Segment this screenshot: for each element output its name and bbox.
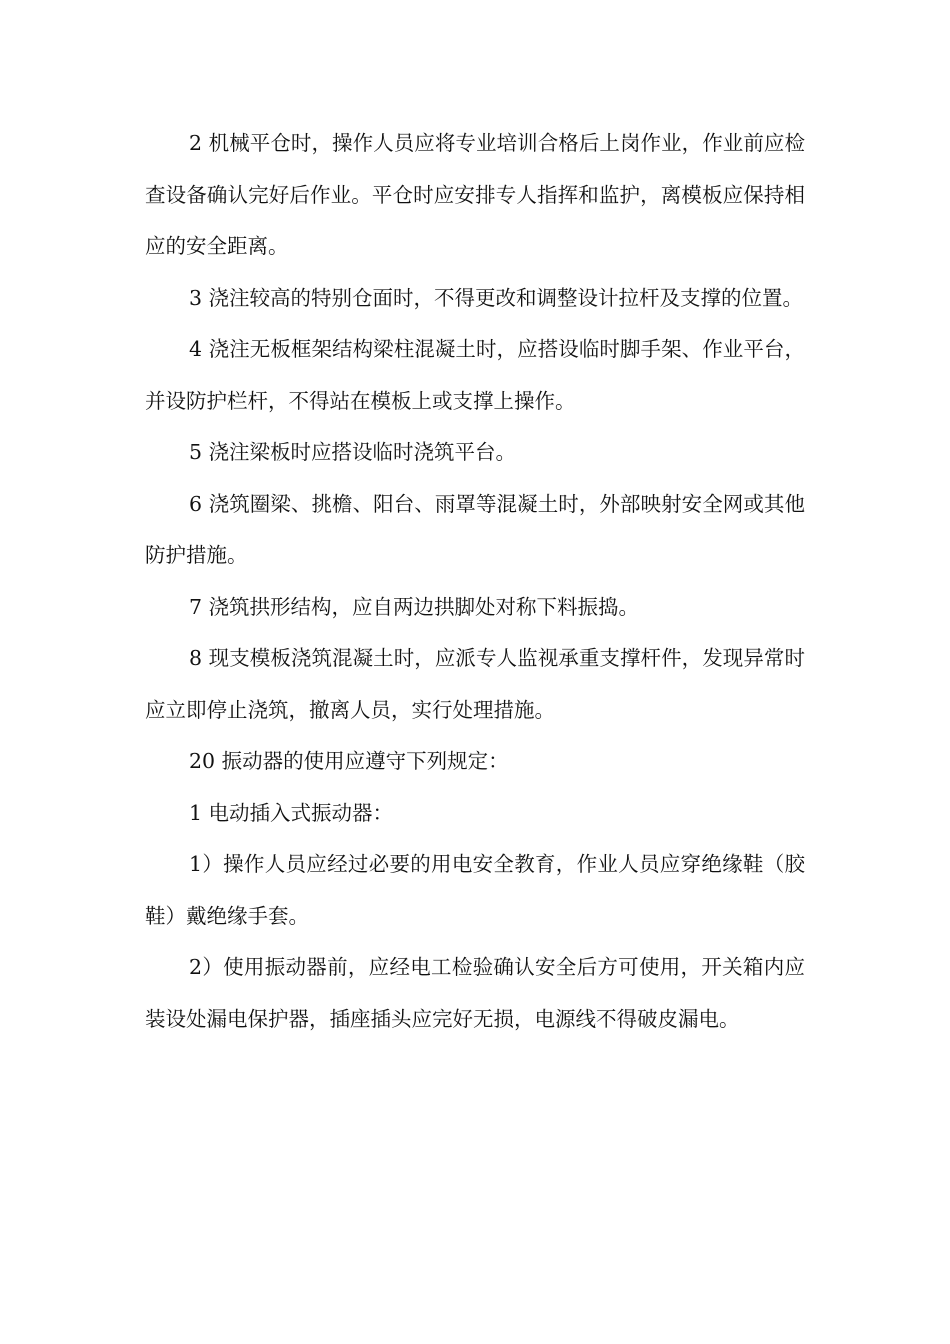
paragraph-4: 5 浇注梁板时应搭设临时浇筑平台。 xyxy=(189,440,517,464)
paragraph-10: 1）操作人员应经过必要的用电安全教育，作业人员应穿绝缘鞋（胶鞋）戴绝缘手套。 xyxy=(145,852,805,928)
paragraph-7: 8 现支模板浇筑混凝土时，应派专人监视承重支撑杆件，发现异常时应立即停止浇筑，撤离人员，实行处理措施。 xyxy=(145,646,805,722)
paragraph-5: 6 浇筑圈梁、挑檐、阳台、雨罩等混凝土时，外部映射安全网或其他防护措施。 xyxy=(145,491,805,567)
document-body xyxy=(145,118,805,1045)
paragraph-2: 3 浇注较高的特别仓面时，不得更改和调整设计拉杆及支撑的位置。 xyxy=(189,285,804,310)
paragraph-6: 7 浇筑拱形结构，应自两边拱脚处对称下料振捣。 xyxy=(189,594,640,619)
paragraph-11: 2）使用振动器前，应经电工检验确认安全后方可使用，开关箱内应装设处漏电保护器，插座插头应完好无损，电源线不得破皮漏电。 xyxy=(145,955,805,1031)
paragraph-9: 1 电动插入式振动器： xyxy=(189,800,394,825)
paragraph-3: 4 浇注无板框架结构梁柱混凝土时，应搭设临时脚手架、作业平台，并设防护栏杆，不得站在模板上或支撑上操作。 xyxy=(145,337,805,413)
paragraph-8: 20 振动器的使用应遵守下列规定： xyxy=(189,749,509,773)
paragraph-1: 2 机械平仓时，操作人员应将专业培训合格后上岗作业，作业前应检查设备确认完好后作业。平仓时应安排专人指挥和监护，离模板应保持相应的安全距离。 xyxy=(145,131,805,258)
